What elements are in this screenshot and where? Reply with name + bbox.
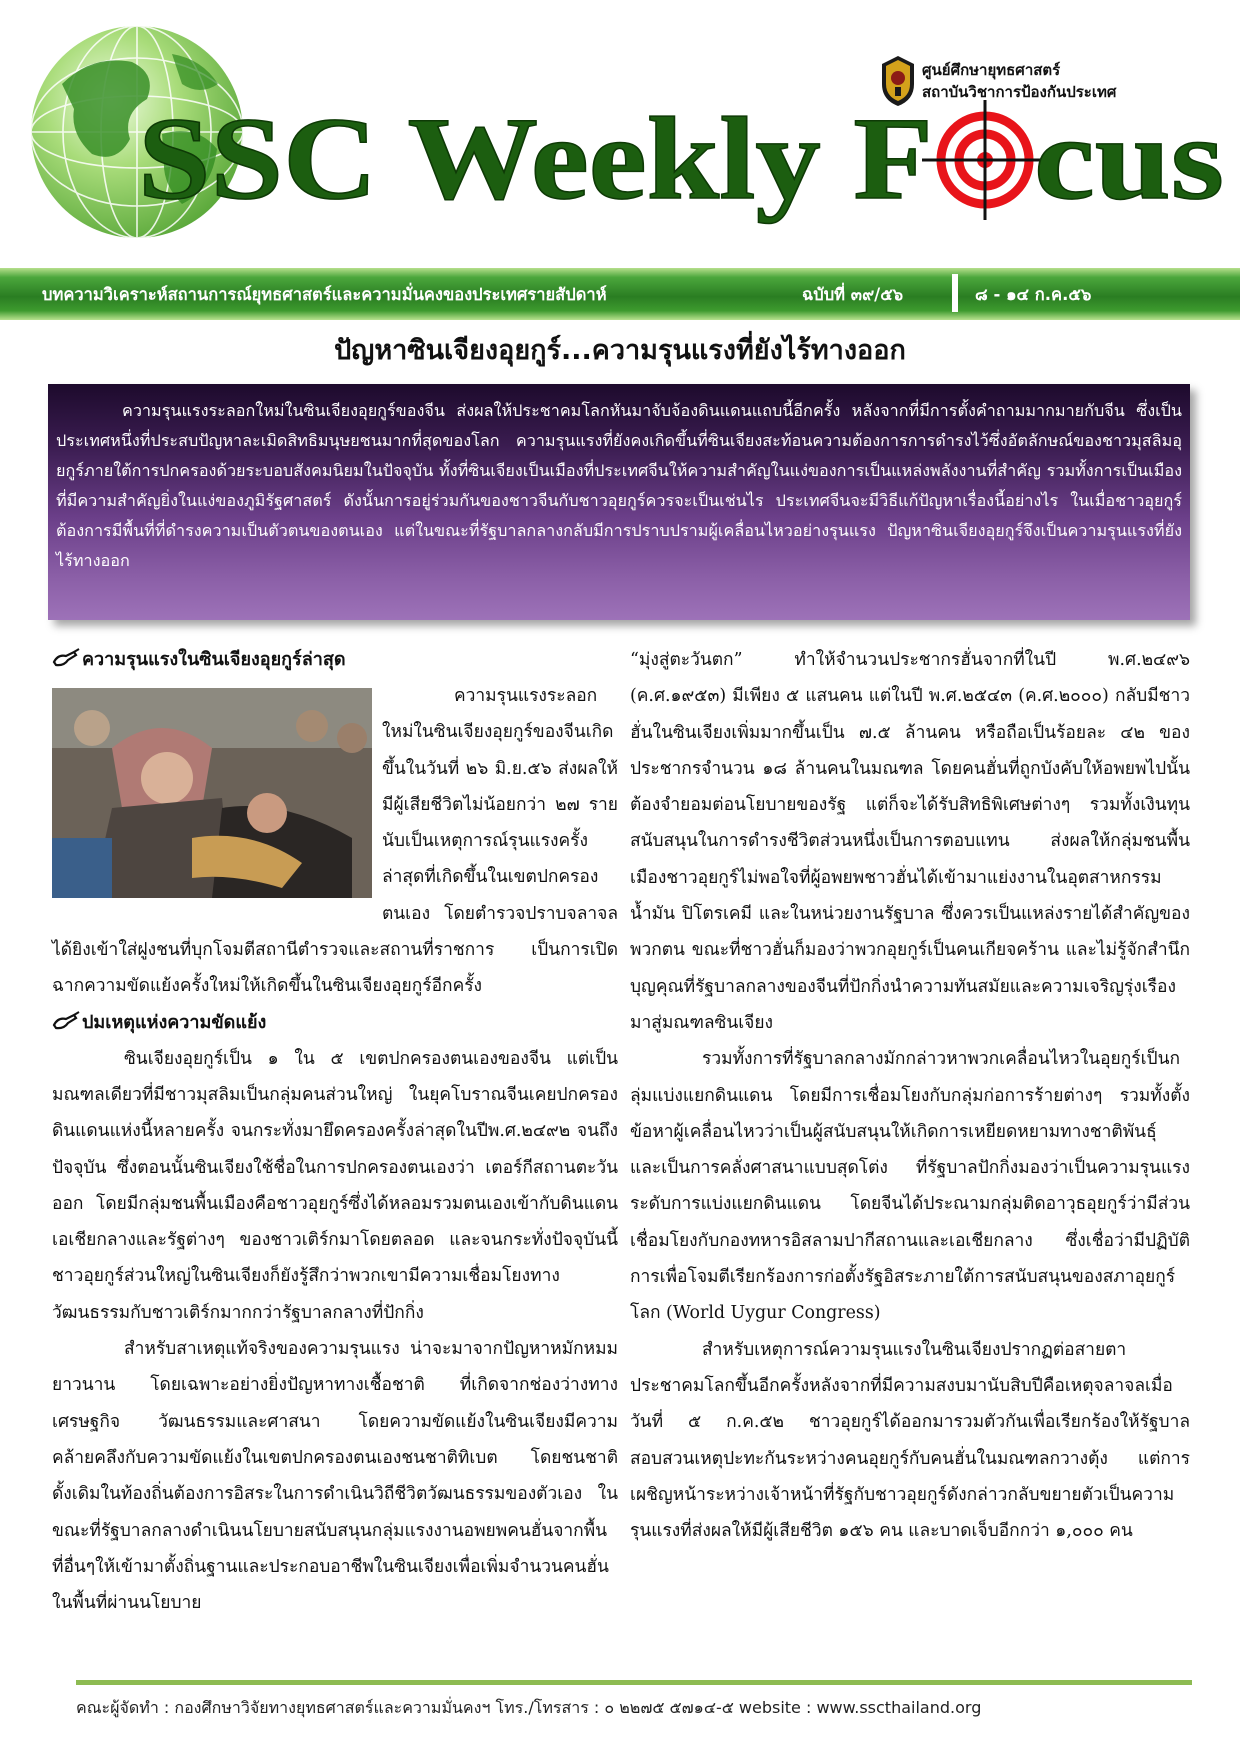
- right-column: [630, 642, 1190, 1549]
- title-text-left: SSC Weekly F: [138, 98, 934, 224]
- section-heading-causes: [52, 1005, 618, 1041]
- left-column: [52, 642, 618, 1621]
- section-heading-latest: [52, 642, 618, 678]
- issue-number: ฉบับที่ ๓๙/๕๖: [802, 285, 904, 304]
- footer-credits: คณะผู้จัดทำ : กองศึกษาวิจัยทางยุทธศาสตร์และความมั่นคงฯ โทร./โทรสาร : ๐ ๒๒๗๕ ๕๗๑๔-๕ website : www.sscthailand.org: [76, 1698, 982, 1717]
- section-causes-para2: สำหรับสาเหตุแท้จริงของความรุนแรง น่าจะมาจากปัญหาหมักหมมยาวนาน โดยเฉพาะอย่างยิ่งปัญหาทางเชื้อชาติ ที่เกิดจากช่องว่างทางเศรษฐกิจ วัฒนธรรมและศาสนา โดยความขัดแย้งในซินเจียงมีความคล้ายคลึงกับความขัดแย้งในเขตปกครองตนเองชนชาติทิเบต โดยชนชาติดั้งเดิมในท้องถิ่นต้องการอิสระในการดำเนินวิถีชีวิตวัฒนธรรมของตัวเอง ในขณะที่รัฐบาลกลางดำเนินนโยบายสนับสนุนกลุ่มแรงงานอพยพคนฮั่นจากพื้นที่อื่นๆให้เข้ามาตั้งถิ่นฐานและประกอบอาชีพในซินเจียงเพื่อเพิ่มจำนวนคนฮั่นในพื้นที่ผ่านนโยบาย: [52, 1339, 618, 1614]
- title-text-right: cus: [1034, 98, 1224, 224]
- section-title: ความรุนแรงในซินเจียงอุยกูร์ล่าสุด: [82, 649, 346, 670]
- right-para3: สำหรับเหตุการณ์ความรุนแรงในซินเจียงปรากฏต่อสายตาประชาคมโลกขึ้นอีกครั้งหลังจากที่มีความสงบมานับสิบปีคือเหตุจลาจลเมื่อวันที่ ๕ ก.ค.๕๒ ชาวอุยกูร์ได้ออกมารวมตัวกันเพื่อเรียกร้องให้รัฐบาลสอบสวนเหตุปะทะกันระหว่างคนอุยกูร์กับคนฮั่นในมณฑลกวางตุ้ง แต่การเผชิญหน้าระหว่างเจ้าหน้าที่รัฐกับชาวอุยกูร์ดังกล่าวกลับขยายตัวเป็นความรุนแรงที่ส่งผลให้มีผู้เสียชีวิต ๑๕๖ คน และบาดเจ็บอีกกว่า ๑,๐๐๐ คน: [630, 1339, 1190, 1542]
- issue-separator: [952, 274, 958, 312]
- abstract-text: ความรุนแรงระลอกใหม่ในซินเจียงอุยกูร์ของจีน ส่งผลให้ประชาคมโลกหันมาจับจ้องดินแดนแถบนี้อีกครั้ง หลังจากที่มีการตั้งคำถามมากมายกับจีน ซึ่งเป็นประเทศหนึ่งที่ประสบปัญหาละเมิดสิทธิมนุษยชนมากที่สุดของโลก ความรุนแรงที่ยังคงเกิดขึ้นที่ซินเจียงสะท้อนความต้องการการดำรงไว้ซึ่งอัตลักษณ์ของชาวมุสลิมอุยกูร์ภายใต้การปกครองด้วยระบอบสังคมนิยมในปัจจุบัน ทั้งที่ซินเจียงเป็นเมืองที่ประเทศจีนให้ความสำคัญในแง่ของการเป็นแหล่งพลังงานที่สำคัญ รวมทั้งการเป็นเมืองที่มีความสำคัญยิ่งในแง่ของภูมิรัฐศาสตร์ ดังนั้นการอยู่ร่วมกันของชาวจีนกับชาวอุยกูร์ควรจะเป็นเช่นไร ประเทศจีนจะมีวิธีแก้ปัญหาเรื่องนี้อย่างไร ในเมื่อชาวอุยกูร์ต้องการมีพื้นที่ที่ดำรงความเป็นตัวตนของตนเอง แต่ในขณะที่รัฐบาลกลางกลับมีการปราบปรามผู้เคลื่อนไหวอย่างรุนแรง ปัญหาซินเจียงอุยกูร์จึงเป็นความรุนแรงที่ยังไร้ทางออก: [56, 401, 1182, 570]
- masthead-title: [130, 98, 1230, 238]
- issue-date: ๘ - ๑๔ ก.ค.๕๖: [975, 285, 1092, 304]
- section-causes-para1: ซินเจียงอุยกูร์เป็น ๑ ใน ๕ เขตปกครองตนเองของจีน แต่เป็นมณฑลเดียวที่มีชาวมุสลิมเป็นกลุ่มคนส่วนใหญ่ ในยุคโบราณจีนเคยปกครองดินแดนแห่งนี้หลายครั้ง จนกระทั่งมายึดครองครั้งล่าสุดในปีพ.ศ.๒๔๙๒ จนถึงปัจจุบัน ซึ่งตอนนั้นซินเจียงใช้ชื่อในการปกครองตนเองว่า เตอร์กีสถานตะวันออก โดยมีกลุ่มชนพื้นเมืองคือชาวอุยกูร์ซึ่งได้หลอมรวมตนเองเข้ากับดินแดนเอเชียกลางและรัฐต่างๆ ของชาวเติร์กมาโดยตลอด และจนกระทั่งปัจจุบันนี้ ชาวอุยกูร์ส่วนใหญ่ในซินเจียงก็ยังรู้สึกว่าพวกเขามีความเชื่อมโยงทางวัฒนธรรมกับชาวเติร์กมากกว่ารัฐบาลกลางที่ปักกิ่ง: [52, 1048, 618, 1323]
- target-icon: [922, 100, 1048, 220]
- banner-subtitle: บทความวิเคราะห์สถานการณ์ยุทธศาสตร์และความมั่นคงของประเทศรายสัปดาห์: [42, 285, 607, 304]
- section-title: ปมเหตุแห่งความขัดแย้ง: [82, 1011, 267, 1033]
- section-latest-text: ความรุนแรงระลอกใหม่ในซินเจียงอุยกูร์ของจีนเกิดขึ้นในวันที่ ๒๖ มิ.ย.๕๖ ส่งผลให้มีผู้เสียชีวิตไม่น้อยกว่า ๒๗ ราย นับเป็นเหตุการณ์รุนแรงครั้งล่าสุดที่เกิดขึ้นในเขตปกครองตนเอง โดยตำรวจปราบจลาจลได้ยิงเข้าใส่ฝูงชนที่บุกโจมตีสถานีตำรวจและสถานที่ราชการ เป็นการเปิดฉากความขัดแย้งครั้งใหม่ให้เกิดขึ้นในซินเจียงอุยกูร์อีกครั้ง: [52, 686, 618, 997]
- news-photo: [52, 688, 372, 898]
- footer-rule: [76, 1680, 1192, 1685]
- article-headline: ปัญหาซินเจียงอุยกูร์...ความรุนแรงที่ยังไร้ทางออก: [334, 335, 906, 366]
- org-name-line1: ศูนย์ศึกษายุทธศาสตร์: [922, 61, 1061, 79]
- org-name-line2: สถาบันวิชาการป้องกันประเทศ: [922, 83, 1117, 101]
- abstract-box: [48, 384, 1190, 620]
- right-para2: รวมทั้งการที่รัฐบาลกลางมักกล่าวหาพวกเคลื่อนไหวในอุยกูร์เป็นกลุ่มแบ่งแยกดินแดน โดยมีการเชื่อมโยงกับกลุ่มก่อการร้ายต่างๆ รวมทั้งตั้งข้อหาผู้เคลื่อนไหวว่าเป็นผู้สนับสนุนให้เกิดการเหยียดหยามทางชาติพันธุ์ และเป็นการคลั่งศาสนาแบบสุดโต่ง ที่รัฐบาลปักกิ่งมองว่าเป็นความรุนแรงระดับการแบ่งแยกดินแดน โดยจีนได้ประณามกลุ่มติดอาวุธอุยกูร์ว่ามีส่วนเชื่อมโยงกับกองทหารอิสลามปากีสถานและเอเชียกลาง ซึ่งเชื่อว่ามีปฏิบัติการเพื่อโจมตีเรียกร้องการก่อตั้งรัฐอิสระภายใต้การสนับสนุนของสภาอุยกูร์โลก (World Uygur Congress): [630, 1049, 1190, 1324]
- right-para1: “มุ่งสู่ตะวันตก” ทำให้จำนวนประชากรฮั่นจากที่ในปี พ.ศ.๒๔๙๖ (ค.ศ.๑๙๕๓) มีเพียง ๕ แสนคน แต่ในปี พ.ศ.๒๕๔๓ (ค.ศ.๒๐๐๐) กลับมีชาวฮั่นในซินเจียงเพิ่มมากขึ้นเป็น ๗.๕ ล้านคน หรือถือเป็นร้อยละ ๔๒ ของประชากรจำนวน ๑๘ ล้านคนในมณฑล โดยคนฮั่นที่ถูกบังคับให้อพยพไปนั้นต้องจำยอมต่อนโยบายของรัฐ แต่ก็จะได้รับสิทธิพิเศษต่างๆ รวมทั้งเงินทุนสนับสนุนในการดำรงชีวิตส่วนหนึ่งเป็นการตอบแทน ส่งผลให้กลุ่มชนพื้นเมืองชาวอุยกูร์ไม่พอใจที่ผู้อพยพชาวฮั่นได้เข้ามาแย่งงานในอุตสาหกรรมน้ำมัน ปิโตรเคมี และในหน่วยงานรัฐบาล ซึ่งควรเป็นแหล่งรายได้สำคัญของพวกตน ขณะที่ชาวฮั่นก็มองว่าพวกอุยกูร์เป็นคนเกียจคร้าน และไม่รู้จักสำนึกบุญคุณที่รัฐบาลกลางของจีนที่ปักกิ่งนำความทันสมัยและความเจริญรุ่งเรืองมาสู่มณฑลซินเจียง: [630, 650, 1190, 1033]
- pen-hand-icon: [52, 648, 80, 668]
- pen-hand-icon: [52, 1011, 80, 1031]
